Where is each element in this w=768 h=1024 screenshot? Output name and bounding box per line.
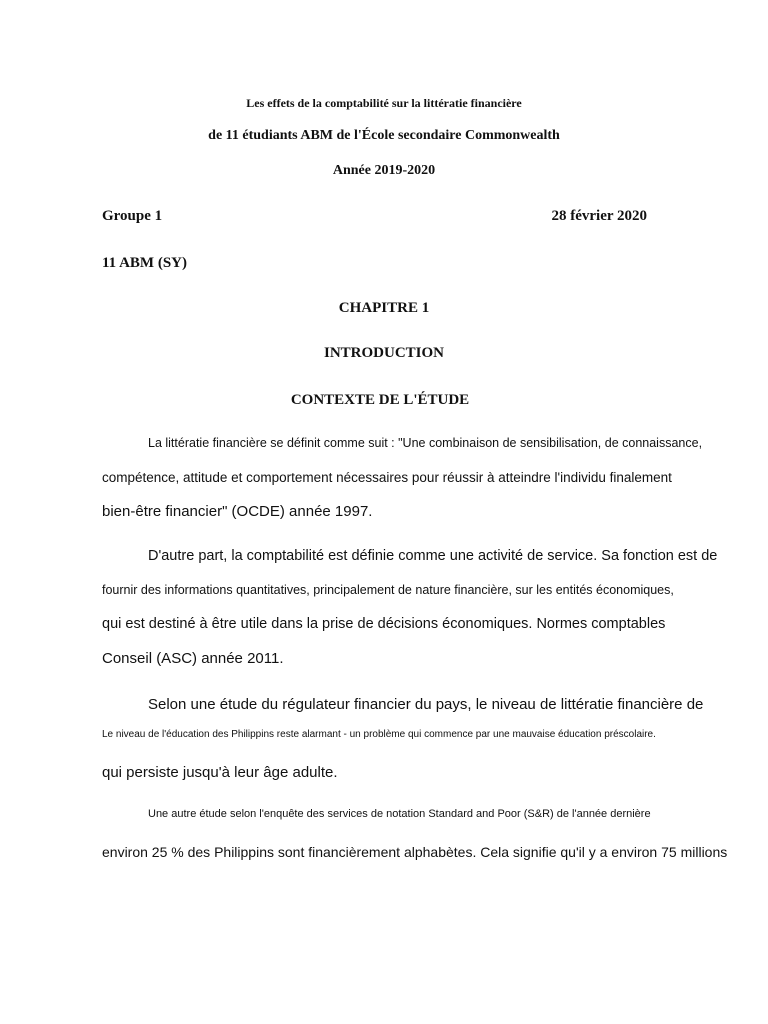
class-label: 11 ABM (SY) (102, 255, 188, 271)
paragraph-2-line-1: D'autre part, la comptabilité est définie comme une activité de service. Sa fonction est de (148, 548, 718, 564)
paragraph-3-line-3: qui persiste jusqu'à leur âge adulte. (102, 764, 338, 781)
date-label: 28 février 2020 (551, 208, 647, 224)
chapter-number: CHAPITRE 1 (338, 300, 430, 316)
paragraph-3-line-1: Selon une étude du régulateur financier du pays, le niveau de littératie financière de (148, 696, 704, 713)
paragraph-1-line-3: bien-être financier" (OCDE) année 1997. (102, 503, 373, 520)
paragraph-2-line-3: qui est destiné à être utile dans la prise de décisions économiques. Normes comptables (102, 616, 666, 632)
paragraph-1-line-1: La littératie financière se définit comme suit : "Une combinaison de sensibilisation, de connaissance, (148, 436, 703, 450)
paragraph-2-line-2: fournir des informations quantitatives, principalement de nature financière, sur les entités économiques, (102, 583, 674, 597)
group-label: Groupe 1 (102, 208, 163, 224)
paragraph-1-line-2: compétence, attitude et comportement nécessaires pour réussir à atteindre l'individu finalement (102, 470, 672, 485)
title-line-2: de 11 étudiants ABM de l'École secondaire Commonwealth (208, 128, 560, 143)
title-line-1: Les effets de la comptabilité sur la littératie financière (246, 96, 522, 110)
paragraph-4-line-1: Une autre étude selon l'enquête des services de notation Standard and Poor (S&R) de l'année dernière (148, 808, 651, 820)
paragraph-4-line-2: environ 25 % des Philippins sont financièrement alphabètes. Cela signifie qu'il y a environ 75 millions (102, 844, 728, 860)
section-title: CONTEXTE DE L'ÉTUDE (290, 392, 470, 408)
school-year: Année 2019-2020 (332, 163, 436, 178)
paragraph-2-line-4: Conseil (ASC) année 2011. (102, 650, 284, 667)
chapter-title: INTRODUCTION (323, 345, 444, 361)
paragraph-3-line-2: Le niveau de l'éducation des Philippins reste alarmant - un problème qui commence par une mauvaise éducation préscolaire. (102, 729, 656, 740)
